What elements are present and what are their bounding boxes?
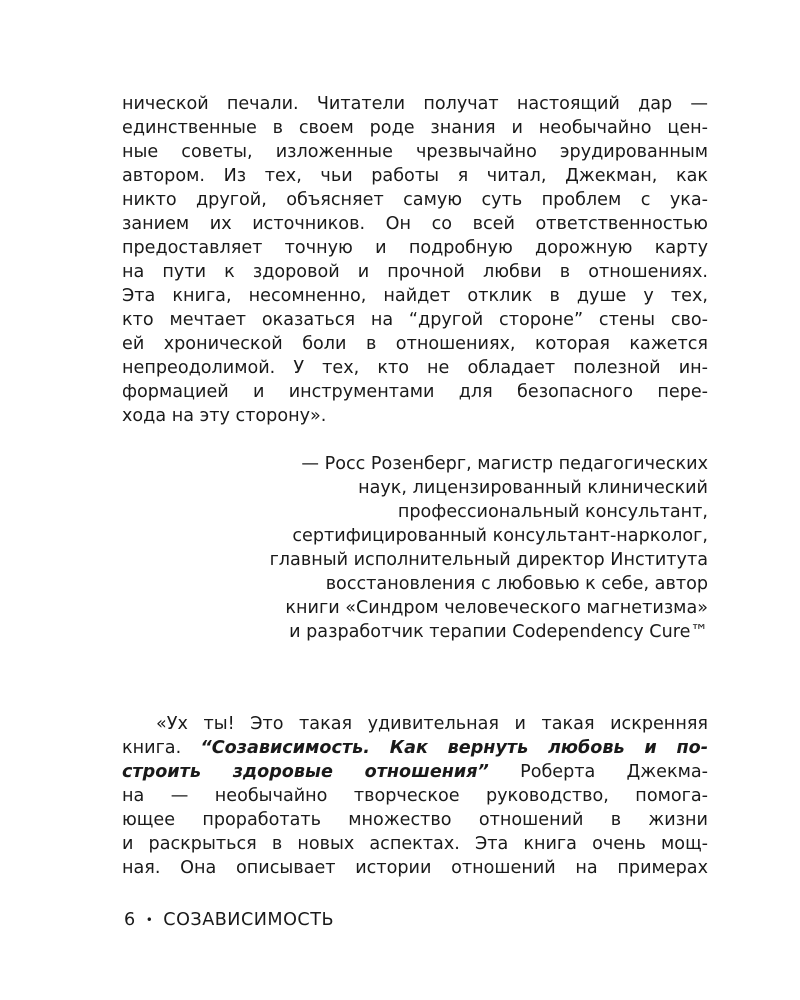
text-line: нической печали. Читатели получат настоящий дар —	[122, 94, 708, 114]
attribution-line: — Росс Розенберг, магистр педагогических	[301, 454, 708, 474]
text-line: никто другой, объясняет самую суть проблем с ука-	[122, 190, 708, 210]
text-line: кто мечтает оказаться на “другой стороне” стены сво-	[122, 310, 708, 330]
quote-paragraph-2	[122, 712, 708, 880]
book-title-bold: строить здоровые отношения”	[122, 762, 489, 782]
text-line: и раскрыться в новых аспектах. Эта книга очень мощ-	[122, 834, 708, 854]
text-line: на пути к здоровой и прочной любви в отношениях.	[122, 262, 708, 282]
text-line: автором. Из тех, чьи работы я читал, Джекман, как	[122, 166, 708, 186]
attribution-line: восстановления с любовью к себе, автор	[325, 574, 708, 594]
bullet-separator: •	[145, 913, 154, 927]
attribution-line: наук, лицензированный клинический	[358, 478, 708, 498]
page-number: 6	[124, 910, 136, 930]
text-span: Роберта Джекма-	[488, 762, 708, 782]
text-line: ная. Она описывает истории отношений на примерах	[122, 858, 708, 878]
attribution-line: профессиональный консультант,	[397, 502, 708, 522]
text-line: предоставляет точную и подробную дорожную карту	[122, 238, 708, 258]
book-title-bold: “Созависимость. Как вернуть любовь и по-	[200, 738, 708, 758]
page-footer	[124, 908, 334, 932]
text-line: занием их источников. Он со всей ответственностью	[122, 214, 708, 234]
text-span: книга.	[122, 738, 201, 758]
quote-paragraph-1	[122, 92, 708, 428]
text-line	[122, 736, 708, 760]
attribution	[188, 452, 708, 644]
running-title: СОЗАВИСИМОСТЬ	[163, 910, 335, 930]
text-line: Эта книга, несомненно, найдет отклик в душе у тех,	[122, 286, 708, 306]
text-line: ющее проработать множество отношений в жизни	[122, 810, 708, 830]
text-line: «Ух ты! Это такая удивительная и такая искренняя	[156, 714, 708, 734]
text-line: единственные в своем роде знания и необычайно цен-	[122, 118, 708, 138]
attribution-line: и разработчик терапии Codependency Cure™	[289, 622, 708, 642]
text-line: ные советы, изложенные чрезвычайно эрудированным	[122, 142, 708, 162]
text-line: непреодолимой. У тех, кто не обладает полезной ин-	[122, 358, 708, 378]
attribution-line: главный исполнительный директор Института	[269, 550, 708, 570]
text-line: ей хронической боли в отношениях, которая кажется	[122, 334, 708, 354]
attribution-line: сертифицированный консультант-нарколог,	[292, 526, 708, 546]
text-line: на — необычайно творческое руководство, помога-	[122, 786, 708, 806]
text-line: формацией и инструментами для безопасного пере-	[122, 382, 708, 402]
attribution-line: книги «Синдром человеческого магнетизма»	[285, 598, 708, 618]
text-line: хода на эту сторону».	[122, 406, 327, 426]
text-line	[122, 760, 708, 784]
